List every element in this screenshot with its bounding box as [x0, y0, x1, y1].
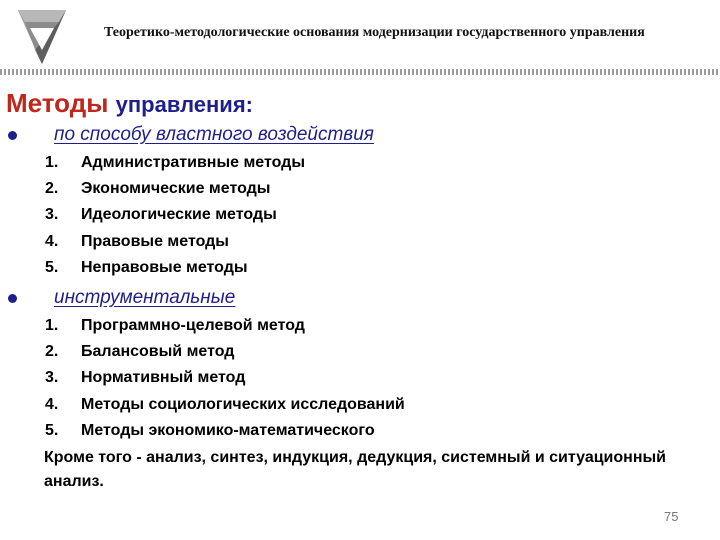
item-number: 2. [45, 180, 59, 198]
item-text: Экономические методы [81, 180, 271, 198]
item-number: 1. [45, 317, 59, 335]
item-number: 5. [45, 421, 59, 439]
section-heading-row [6, 120, 374, 150]
impossible-triangle-logo [4, 6, 80, 72]
slide-title-part2: управления [115, 92, 246, 117]
item-text: Нормативный метод [81, 369, 246, 387]
additional-note: Кроме того - анализ, синтез, индукция, дедукция, системный и ситуационный анализ. [44, 449, 666, 490]
section-heading: по способу властного воздействия [54, 124, 374, 145]
list-item [6, 365, 405, 391]
header-divider [0, 69, 720, 75]
list-item [6, 255, 374, 281]
bullet-icon [8, 131, 17, 140]
header-title: Теоретико-методологические основания модернизации государственного управления [104, 25, 645, 40]
section-by-authority [6, 120, 374, 281]
list-item [6, 418, 405, 444]
item-text: Правовые методы [81, 232, 229, 250]
list-item [6, 339, 405, 365]
item-number: 3. [45, 206, 59, 224]
list-item [6, 313, 405, 339]
item-number: 2. [45, 343, 59, 361]
item-text: Методы социологических исследований [81, 395, 405, 413]
list-item [6, 202, 374, 228]
item-number: 3. [45, 369, 59, 387]
list-item [6, 229, 374, 255]
slide-title-part1: Методы [6, 88, 109, 118]
section-heading: инструментальные [54, 287, 236, 308]
page-number: 75 [664, 509, 679, 524]
bullet-icon [8, 294, 17, 303]
item-number: 5. [45, 258, 59, 276]
item-number: 1. [45, 154, 59, 172]
item-number: 4. [45, 395, 59, 413]
item-text: Идеологические методы [81, 206, 277, 224]
method-list [6, 313, 405, 444]
section-heading-row [6, 283, 405, 313]
slide-title-part3: : [245, 92, 253, 117]
item-number: 4. [45, 232, 59, 250]
item-text: Программно-целевой метод [81, 317, 305, 335]
item-text: Административные методы [81, 154, 305, 172]
list-item [6, 392, 405, 418]
slide-title [6, 88, 253, 119]
item-text: Балансовый метод [81, 343, 235, 361]
list-item [6, 176, 374, 202]
section-instrumental [6, 283, 405, 444]
list-item [6, 150, 374, 176]
item-text: Методы экономико-математического [81, 421, 375, 439]
method-list [6, 150, 374, 281]
item-text: Неправовые методы [81, 258, 248, 276]
